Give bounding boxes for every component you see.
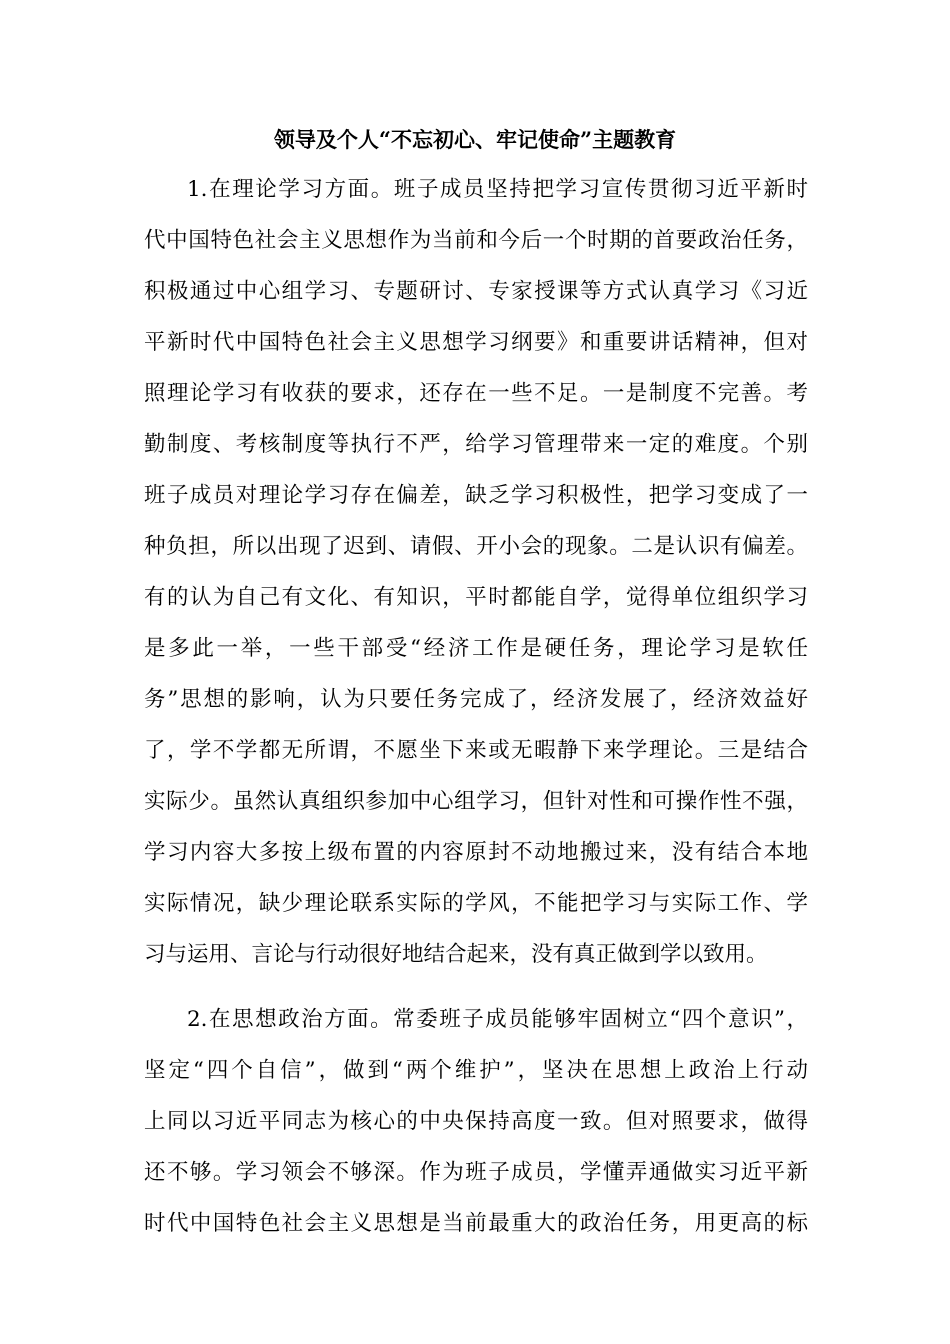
text-line: 时代中国特色社会主义思想是当前最重大的政治任务，用更高的标 bbox=[144, 1211, 808, 1236]
paragraph-political-thought bbox=[144, 1002, 808, 1257]
text-line: 有的认为自己有文化、有知识，平时都能自学，觉得单位组织学习 bbox=[144, 585, 808, 610]
text-line: 种负担，所以出现了迟到、请假、开小会的现象。二是认识有偏差。 bbox=[144, 534, 808, 559]
text-line: 照理论学习有收获的要求，还存在一些不足。一是制度不完善。考 bbox=[144, 381, 808, 406]
text-line: 习与运用、言论与行动很好地结合起来，没有真正做到学以致用。 bbox=[144, 942, 768, 967]
text-line: 坚定“四个自信”，做到“两个维护”，坚决在思想上政治上行动 bbox=[144, 1058, 808, 1083]
text-line: 1.在理论学习方面。班子成员坚持把学习宣传贯彻习近平新时 bbox=[187, 177, 808, 202]
text-line: 实际情况，缺少理论联系实际的学风，不能把学习与实际工作、学 bbox=[144, 891, 808, 916]
text-line: 还不够。学习领会不够深。作为班子成员，学懂弄通做实习近平新 bbox=[144, 1160, 808, 1185]
document-body bbox=[144, 172, 808, 1257]
text-line: 代中国特色社会主义思想作为当前和今后一个时期的首要政治任务， bbox=[144, 228, 808, 253]
text-line: 积极通过中心组学习、专题研讨、专家授课等方式认真学习《习近 bbox=[144, 279, 808, 304]
paragraph-spacer bbox=[144, 988, 808, 1002]
text-line: 实际少。虽然认真组织参加中心组学习，但针对性和可操作性不强， bbox=[144, 789, 808, 814]
text-line: 是多此一举，一些干部受“经济工作是硬任务，理论学习是软任 bbox=[144, 636, 808, 661]
text-line: 了，学不学都无所谓，不愿坐下来或无暇静下来学理论。三是结合 bbox=[144, 738, 808, 763]
text-line: 平新时代中国特色社会主义思想学习纲要》和重要讲话精神，但对 bbox=[144, 330, 808, 355]
text-line: 2.在思想政治方面。常委班子成员能够牢固树立“四个意识”， bbox=[187, 1007, 808, 1032]
text-line: 上同以习近平同志为核心的中央保持高度一致。但对照要求，做得 bbox=[144, 1109, 808, 1134]
text-line: 勤制度、考核制度等执行不严，给学习管理带来一定的难度。个别 bbox=[144, 432, 808, 457]
text-line: 班子成员对理论学习存在偏差，缺乏学习积极性，把学习变成了一 bbox=[144, 483, 808, 508]
text-line: 学习内容大多按上级布置的内容原封不动地搬过来，没有结合本地 bbox=[144, 840, 808, 865]
document-title: 领导及个人“不忘初心、牢记使命”主题教育 bbox=[273, 127, 677, 152]
text-line: 务”思想的影响，认为只要任务完成了，经济发展了，经济效益好 bbox=[144, 687, 808, 712]
paragraph-theory-study bbox=[144, 172, 808, 988]
